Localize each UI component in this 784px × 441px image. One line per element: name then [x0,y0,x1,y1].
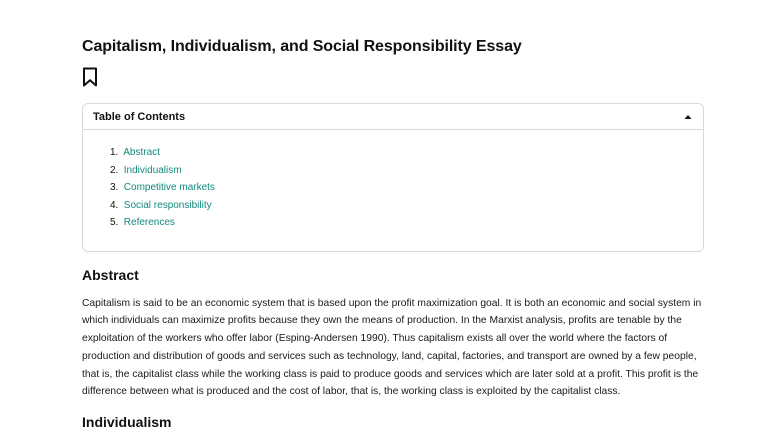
toc-item-number: 5. [110,217,119,228]
toc-item-number: 1. [110,147,119,158]
chevron-up-icon[interactable] [683,112,693,122]
toc-item [110,214,703,232]
article-content [82,36,704,432]
bookmark-icon[interactable] [82,67,98,87]
toc-item-number: 4. [110,199,119,211]
abstract-paragraph: Capitalism is said to be an economic system that is based upon the profit maximization goal. It is both an economic and social system in which individuals can maximize profits because they own the means of production. In the Marxist analysis, profits are tenable by the exploitation of the workers who offer labor (Esping-Andersen 1990). Thus capitalism exists all over the world where the factors of production and distribution of goods and services such as technology, land, capital, factories, and transport are owned by a few people, that is, the capitalist class while the working class is paid to produce goods and services which are later sold at a profit. This profit is the difference between what is produced and the cost of labor, that is, the working class is exploited by the capitalist class. [82,297,702,398]
toc-link-references[interactable]: References [123,217,175,228]
article-title: Capitalism, Individualism, and Social Responsibility Essay [82,38,522,55]
toc-item-number: 3. [110,182,119,193]
toc-item [110,162,703,180]
toc-heading: Table of Contents [93,110,186,123]
toc-item-number: 2. [110,164,119,176]
toc-list [83,130,703,251]
table-of-contents [82,103,704,252]
toc-link-social-responsibility[interactable]: Social responsibility [123,199,212,211]
toc-link-individualism[interactable]: Individualism [123,164,182,176]
section-heading-individualism: Individualism [82,414,172,431]
toc-link-abstract[interactable]: Abstract [123,147,160,158]
toc-item [110,179,703,197]
toc-item [110,197,703,215]
toc-link-competitive-markets[interactable]: Competitive markets [123,182,215,193]
toc-item [110,144,703,162]
section-heading-abstract: Abstract [82,266,139,283]
toc-toggle[interactable] [83,104,703,130]
